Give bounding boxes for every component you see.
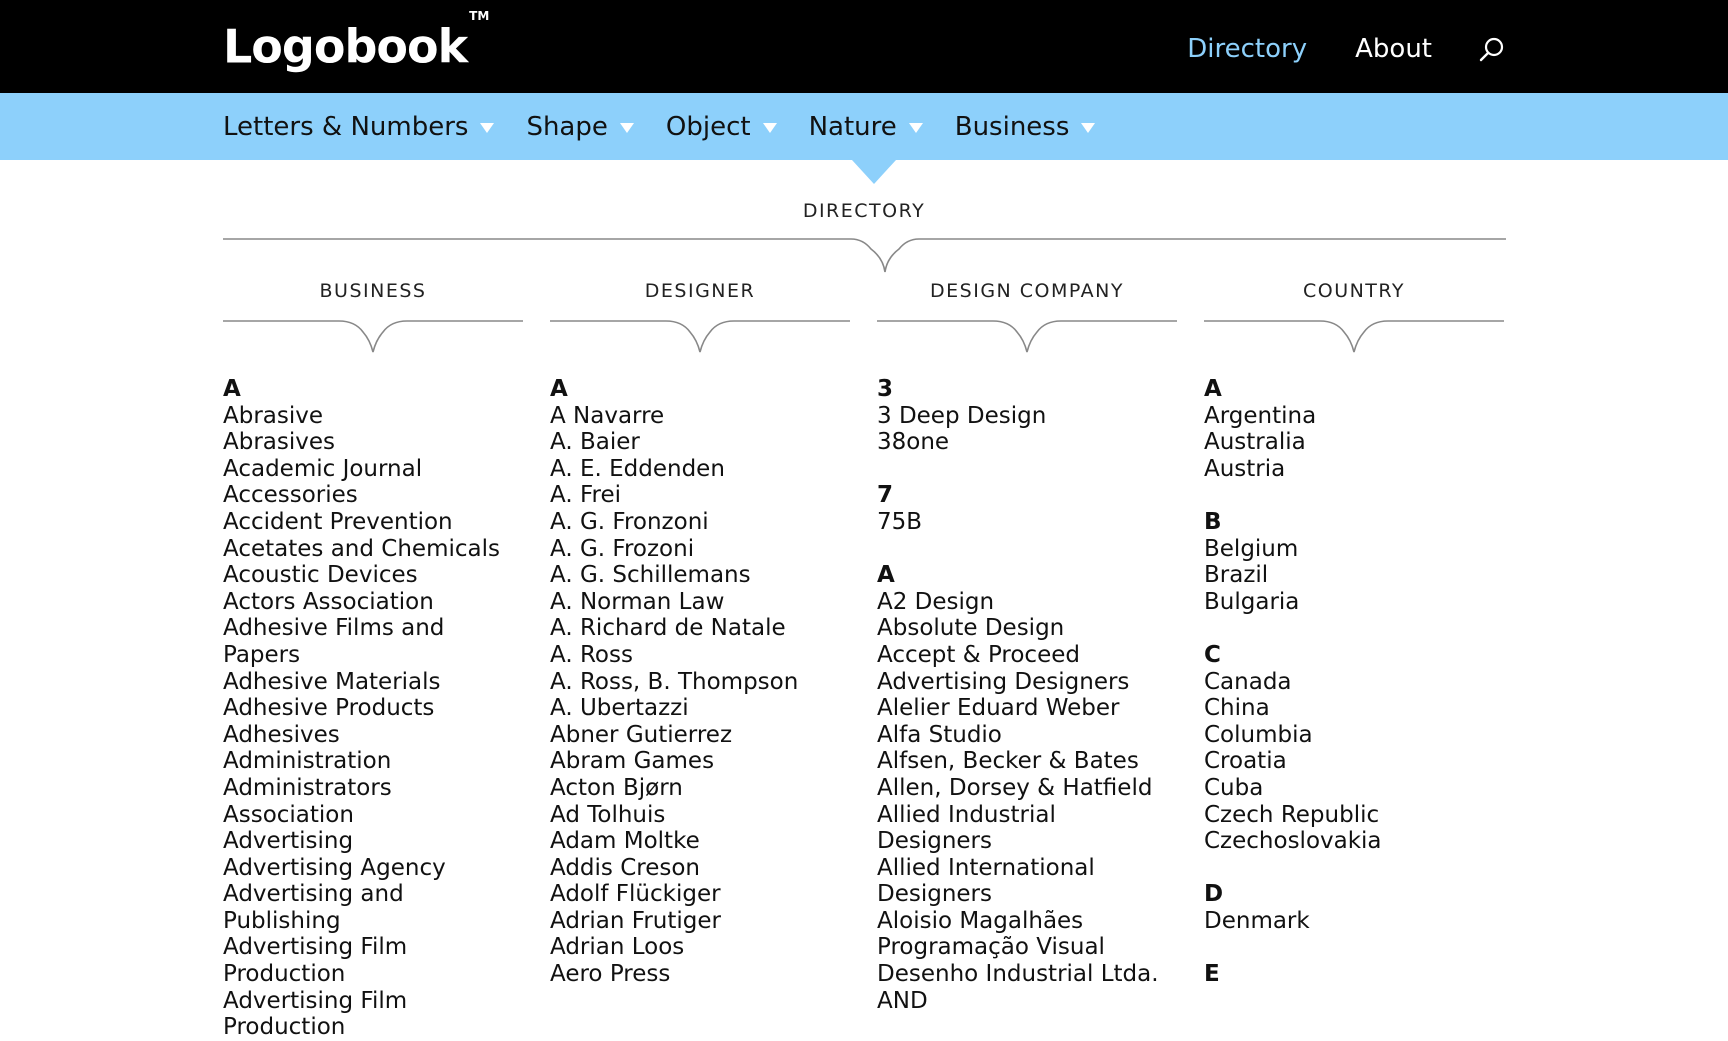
directory-entry-link[interactable]: Adhesive Materials xyxy=(223,668,441,695)
directory-entry-link[interactable]: Acoustic Devices xyxy=(223,562,418,589)
group-spacer xyxy=(1204,934,1504,961)
category-label: Nature xyxy=(808,111,897,142)
list-designer xyxy=(550,376,850,988)
directory-entry-link[interactable]: Allied International Designers xyxy=(877,854,1095,908)
directory-entry-link[interactable]: Advertising Film Production xyxy=(223,987,408,1041)
directory-entry-link[interactable]: China xyxy=(1204,695,1270,722)
directory-entry-link[interactable]: A. Frei xyxy=(550,482,621,509)
group-spacer xyxy=(1204,482,1504,509)
directory-entry-link[interactable]: A2 Design xyxy=(877,588,995,615)
dropdown-triangle-icon xyxy=(620,123,634,133)
directory-entry-link[interactable]: Denmark xyxy=(1204,907,1310,934)
directory-entry-link[interactable]: Czechoslovakia xyxy=(1204,828,1382,855)
directory-entry-link[interactable]: Adrian Loos xyxy=(550,934,685,961)
dropdown-triangle-icon xyxy=(1081,123,1095,133)
column-designer xyxy=(550,280,850,988)
column-heading: DESIGNER xyxy=(644,280,756,302)
column-country xyxy=(1204,280,1504,988)
directory-entry-link[interactable]: Aloisio Magalhães Programação Visual Desenho Industrial Ltda. xyxy=(877,907,1159,988)
column-divider xyxy=(1204,320,1504,354)
search-icon[interactable] xyxy=(1478,35,1506,63)
group-spacer xyxy=(877,536,1177,563)
directory-entry-link[interactable]: Academic Journal xyxy=(223,455,423,482)
directory-entry-link[interactable]: Absolute Design xyxy=(877,615,1065,642)
group-spacer xyxy=(1204,855,1504,882)
list-country xyxy=(1204,376,1504,988)
group-letter: A xyxy=(550,376,568,402)
category-label: Shape xyxy=(526,111,608,142)
list-business xyxy=(223,376,523,1041)
directory-entry-link[interactable]: Administration xyxy=(223,748,392,775)
group-letter: A xyxy=(877,562,895,589)
directory-entry-link[interactable]: Cuba xyxy=(1204,774,1264,801)
group-letter: A xyxy=(223,376,241,402)
group-letter: D xyxy=(1204,881,1224,908)
directory-entry-link[interactable]: A. Ross, B. Thompson xyxy=(550,668,799,695)
directory-entry-link[interactable]: Brazil xyxy=(1204,562,1269,589)
directory-title: DIRECTORY xyxy=(802,200,926,222)
directory-entry-link[interactable]: Adam Moltke xyxy=(550,828,700,855)
column-divider xyxy=(550,320,850,354)
column-business xyxy=(223,280,523,1041)
nav-about-link[interactable]: About xyxy=(1355,34,1432,64)
dropdown-triangle-icon xyxy=(909,123,923,133)
category-bar xyxy=(0,93,1728,160)
directory-entry-link[interactable]: Argentina xyxy=(1204,402,1317,429)
directory-entry-link[interactable]: Abram Games xyxy=(550,748,715,775)
group-spacer xyxy=(1204,615,1504,642)
directory-entry-link[interactable]: Accept & Proceed xyxy=(877,641,1080,668)
column-heading: BUSINESS xyxy=(319,280,427,302)
category-label: Object xyxy=(665,111,751,142)
directory-entry-link[interactable]: Columbia xyxy=(1204,721,1313,748)
directory-entry-link[interactable]: A. Ross xyxy=(550,641,633,668)
directory-entry-link[interactable]: Addis Creson xyxy=(550,854,701,881)
directory-entry-link[interactable]: A. Richard de Natale xyxy=(550,615,786,642)
category-letters-numbers[interactable] xyxy=(223,112,494,142)
directory-entry-link[interactable]: Advertising Designers xyxy=(877,668,1130,695)
active-section-notch xyxy=(852,160,896,184)
directory-entry-link[interactable]: Canada xyxy=(1204,668,1292,695)
directory-entry-link[interactable]: Adolf Flückiger xyxy=(550,881,721,908)
group-letter: A xyxy=(1204,376,1222,402)
directory-entry-link[interactable]: Abrasive xyxy=(223,402,324,429)
directory-entry-link[interactable]: Adhesive Products xyxy=(223,695,435,722)
group-letter: E xyxy=(1204,961,1220,988)
directory-entry-link[interactable]: Adhesives xyxy=(223,721,340,748)
directory-entry-link[interactable]: Bulgaria xyxy=(1204,588,1300,615)
directory-entry-link[interactable]: A. Baier xyxy=(550,429,640,456)
directory-entry-link[interactable]: Austria xyxy=(1204,455,1286,482)
directory-entry-link[interactable]: Advertising and Publishing xyxy=(223,881,404,934)
list-design-company xyxy=(877,376,1177,1014)
category-label: Letters & Numbers xyxy=(223,111,469,142)
directory-entry-link[interactable]: Accident Prevention xyxy=(223,508,453,535)
dropdown-triangle-icon xyxy=(480,123,494,133)
top-header xyxy=(0,0,1728,93)
top-nav xyxy=(1139,28,1506,70)
directory-entry-link[interactable]: Allied Industrial Designers xyxy=(877,801,1056,855)
directory-entry-link[interactable]: Abner Gutierrez xyxy=(550,721,733,748)
group-letter: 3 xyxy=(877,376,894,402)
directory-entry-link[interactable]: Croatia xyxy=(1204,748,1287,775)
nav-directory-link[interactable]: Directory xyxy=(1187,34,1308,64)
directory-entry-link[interactable]: A. G. Schillemans xyxy=(550,562,751,589)
directory-entry-link[interactable]: 75B xyxy=(877,508,923,535)
directory-entry-link[interactable]: Adrian Frutiger xyxy=(550,907,721,934)
directory-entry-link[interactable]: 38one xyxy=(877,429,950,456)
column-heading: COUNTRY xyxy=(1302,280,1406,302)
logo-text: Logobook xyxy=(223,19,468,74)
directory-entry-link[interactable]: Abrasives xyxy=(223,429,336,456)
column-divider xyxy=(223,320,523,354)
directory-entry-link[interactable]: Advertising xyxy=(223,828,354,855)
directory-entry-link[interactable]: Alfsen, Becker & Bates xyxy=(877,748,1139,775)
logo[interactable] xyxy=(223,9,490,74)
directory-entry-link[interactable]: Advertising Agency xyxy=(223,854,446,881)
group-spacer xyxy=(877,456,1177,483)
group-letter: 7 xyxy=(877,482,894,509)
category-nature[interactable] xyxy=(809,112,923,142)
directory-entry-link[interactable]: A Navarre xyxy=(550,402,665,429)
directory-entry-link[interactable]: Administrators Association xyxy=(223,774,392,828)
directory-divider xyxy=(223,238,1506,274)
directory-entry-link[interactable]: A. Norman Law xyxy=(550,588,725,615)
group-letter: B xyxy=(1204,508,1222,535)
category-label: Business xyxy=(954,111,1070,142)
directory-entry-link[interactable]: 3 Deep Design xyxy=(877,402,1047,429)
group-letter: C xyxy=(1204,641,1221,668)
directory-entry-link[interactable]: Czech Republic xyxy=(1204,801,1380,828)
directory-entry-link[interactable]: A. E. Eddenden xyxy=(550,455,725,482)
directory-entry-link[interactable]: Advertising Film Production xyxy=(223,934,408,988)
directory-entry-link[interactable]: Alelier Eduard Weber xyxy=(877,695,1120,722)
directory-entry-link[interactable]: Acton Bjørn xyxy=(550,774,683,801)
directory-entry-link[interactable]: Aero Press xyxy=(550,961,671,988)
directory-entry-link[interactable]: A. Ubertazzi xyxy=(550,695,689,722)
column-heading: DESIGN COMPANY xyxy=(930,280,1124,302)
category-nav xyxy=(223,93,1127,160)
directory-entry-link[interactable]: Acetates and Chemicals xyxy=(223,535,500,562)
category-business[interactable] xyxy=(955,112,1096,142)
directory-entry-link[interactable]: Actors Association xyxy=(223,588,434,615)
category-object[interactable] xyxy=(666,112,777,142)
directory-entry-link[interactable]: Allen, Dorsey & Hatfield xyxy=(877,774,1153,801)
logo-trademark: TM xyxy=(469,9,490,23)
dropdown-triangle-icon xyxy=(763,123,777,133)
directory-entry-link[interactable]: Adhesive Films and Papers xyxy=(223,615,445,668)
directory-entry-link[interactable]: Australia xyxy=(1204,429,1306,456)
directory-entry-link[interactable]: Belgium xyxy=(1204,535,1299,562)
directory-entry-link[interactable]: Ad Tolhuis xyxy=(550,801,666,828)
directory-entry-link[interactable]: AND xyxy=(877,987,928,1014)
column-divider xyxy=(877,320,1177,354)
directory-entry-link[interactable]: Accessories xyxy=(223,482,358,509)
category-shape[interactable] xyxy=(526,112,633,142)
column-design-company xyxy=(877,280,1177,1014)
directory-entry-link[interactable]: A. G. Fronzoni xyxy=(550,508,709,535)
directory-entry-link[interactable]: Alfa Studio xyxy=(877,721,1002,748)
directory-entry-link[interactable]: A. G. Frozoni xyxy=(550,535,695,562)
